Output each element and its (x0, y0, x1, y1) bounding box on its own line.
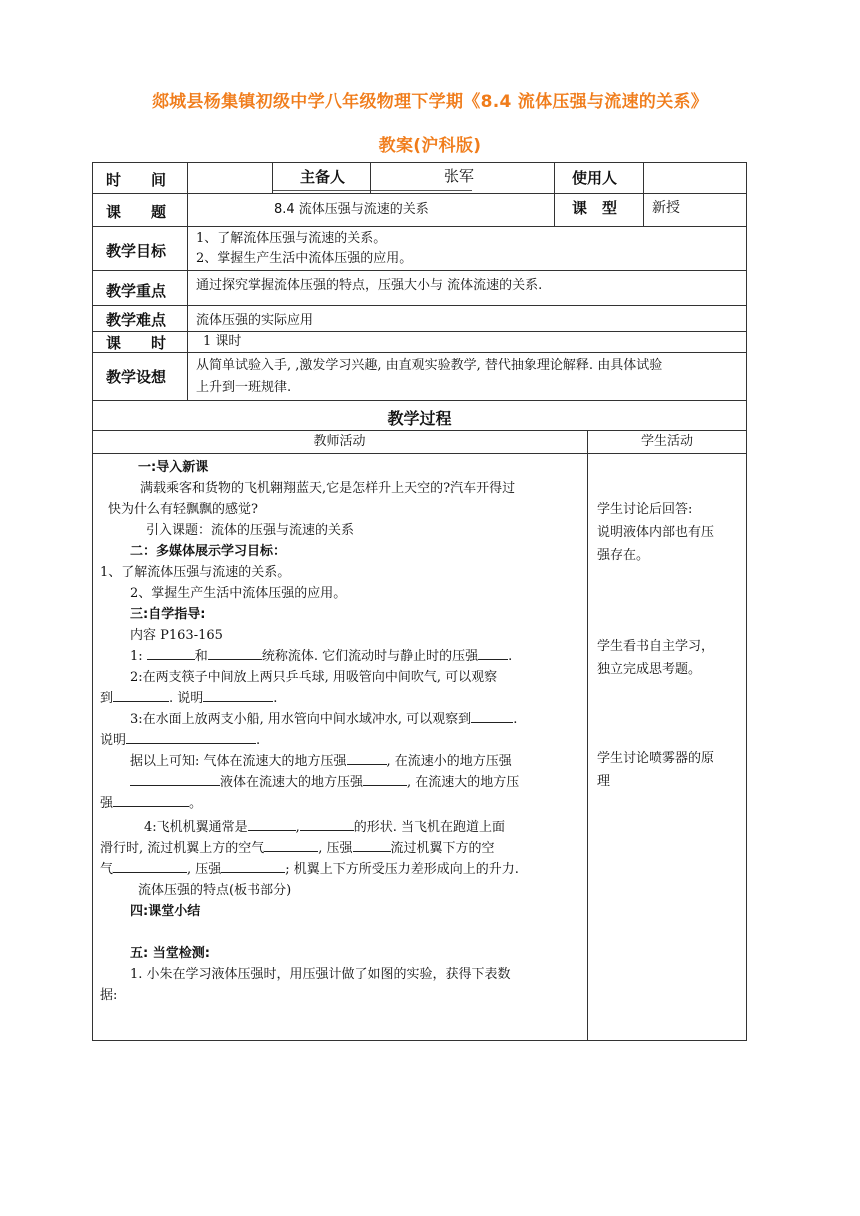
user-label: 使用人 (572, 169, 618, 187)
question-3b (100, 730, 580, 751)
s2-line-2: 2、掌握生产生活中流体压强的应用。 (130, 586, 347, 601)
row-rule (92, 226, 747, 227)
col-rule (370, 162, 371, 194)
question-4b (100, 772, 580, 793)
row-rule (92, 430, 747, 431)
s1-paragraph-2: 引入课题：流体的压强与流速的关系 (146, 523, 355, 538)
q1-text: . (508, 649, 513, 664)
time-label: 时 间 (106, 171, 167, 189)
student-note: 独立完成思考题。 (597, 662, 702, 677)
q1-text: 1: (130, 649, 143, 664)
row-rule (92, 270, 747, 271)
s2-line-1: 1、了解流体压强与流速的关系。 (100, 565, 291, 580)
student-note: 学生讨论喷雾器的原 (597, 751, 715, 766)
test-1a: 1. 小朱在学习液体压强时，用压强计做了如图的实验，获得下表数 (130, 967, 511, 982)
col-rule (587, 430, 588, 1041)
s1-paragraph-a: 满载乘客和货物的飞机翱翔蓝天,它是怎样升上天空的?汽车开得过 (140, 481, 516, 496)
s1-paragraph-b: 快为什么有轻飘飘的感觉? (108, 502, 258, 517)
goal-line-2: 2、掌握生产生活中流体压强的应用。 (196, 251, 413, 266)
student-note: 强存在。 (597, 548, 650, 563)
fill-blank[interactable] (347, 752, 387, 765)
hours-value: 1 课时 (203, 334, 242, 349)
fill-blank[interactable] (203, 689, 273, 702)
student-column-header: 学生活动 (640, 434, 693, 449)
q4-text: , 在流速大的地方压 (407, 775, 520, 790)
design-label: 教学设想 (106, 368, 167, 386)
type-value: 新授 (652, 200, 680, 216)
q3-text: . (256, 733, 261, 748)
goal-label: 教学目标 (106, 242, 167, 260)
preparer-value: 张军 (444, 167, 475, 185)
row-rule (92, 305, 747, 306)
question-3a (100, 709, 580, 730)
topic-label: 课 题 (106, 203, 167, 221)
row-rule (92, 400, 747, 401)
col-rule (272, 162, 273, 194)
fill-blank[interactable] (113, 794, 189, 807)
fill-blank[interactable] (478, 647, 508, 660)
difficult-value: 流体压强的实际应用 (196, 313, 314, 328)
student-note: 说明液体内部也有压 (597, 525, 715, 540)
row-rule (92, 453, 747, 454)
question-2b (100, 688, 580, 709)
q5-text: , 压强 (187, 862, 222, 877)
q4-text: 据以上可知: 气体在流速大的地方压强 (130, 754, 347, 769)
q3-text: . (513, 712, 518, 727)
fill-blank[interactable] (147, 647, 195, 660)
spacer (100, 922, 580, 943)
fill-blank[interactable] (113, 689, 169, 702)
fill-blank[interactable] (353, 839, 391, 852)
q5-text: , 压强 (318, 841, 353, 856)
student-activity-1 (597, 498, 742, 567)
question-5c (100, 859, 580, 880)
q2-text: 到 (100, 691, 114, 706)
design-line-2: 上升到一班规律. (196, 380, 292, 395)
document-title-line1: 郯城县杨集镇初级中学八年级物理下学期《8.4 流体压强与流速的关系》 (151, 92, 709, 112)
q5-text: , (295, 820, 300, 835)
topic-rule (272, 190, 472, 191)
document-title-line2: 教案(沪科版) (378, 136, 482, 156)
q4-text: 液体在流速大的地方压强 (220, 775, 364, 790)
student-activity-3 (597, 747, 742, 793)
key-label: 教学重点 (106, 282, 167, 300)
question-1 (100, 646, 580, 667)
q5-text: 流过机翼下方的空 (390, 841, 495, 856)
section-2-title: 二：多媒体展示学习目标： (130, 544, 287, 559)
q5-text: 气 (100, 862, 114, 877)
teacher-column-header: 教师活动 (313, 434, 366, 449)
key-value: 通过探究掌握流体压强的特点，压强大小与 流体流速的关系. (196, 278, 543, 293)
col-rule (187, 162, 188, 400)
col-rule (643, 162, 644, 226)
fill-blank[interactable] (264, 839, 318, 852)
goal-line-1: 1、了解流体压强与流速的关系。 (196, 231, 387, 246)
q4-text: 。 (189, 796, 203, 811)
q1-text: 和 (194, 649, 208, 664)
q5-text: 的形状. 当飞机在跑道上面 (353, 820, 506, 835)
section-4-title: 四:课堂小结 (130, 904, 201, 919)
teacher-activity (100, 457, 580, 1006)
type-label: 课 型 (572, 199, 618, 217)
row-rule (92, 352, 747, 353)
question-5a (100, 817, 580, 838)
question-4c (100, 793, 580, 814)
row-rule (92, 193, 747, 194)
student-note: 学生看书自主学习， (597, 639, 715, 654)
q3-text: 3:在水面上放两支小船, 用水管向中间水域冲水, 可以观察到 (130, 712, 472, 727)
fill-blank[interactable] (208, 647, 262, 660)
row-rule (92, 331, 747, 332)
fill-blank[interactable] (126, 731, 256, 744)
section-1-title: 一:导入新课 (138, 460, 209, 475)
student-note: 学生讨论后回答: (597, 502, 693, 517)
fill-blank[interactable] (471, 710, 513, 723)
q5-text: 4:飞机机翼通常是 (144, 820, 248, 835)
q1-text: 统称流体. 它们流动时与静止时的压强 (261, 649, 479, 664)
q4-text: , 在流速小的地方压强 (386, 754, 512, 769)
hours-label: 课 时 (106, 334, 167, 352)
student-activity-2 (597, 635, 742, 681)
col-rule (554, 162, 555, 226)
question-2a: 2:在两支筷子中间放上两只乒乓球, 用吸管向中间吹气, 可以观察 (130, 670, 498, 685)
process-heading: 教学过程 (387, 409, 452, 428)
fill-blank[interactable] (130, 773, 220, 786)
q5-text: 滑行时, 流过机翼上方的空气 (100, 841, 265, 856)
section-3-title: 三:自学指导: (130, 607, 206, 622)
fill-blank[interactable] (300, 818, 354, 831)
question-6: 流体压强的特点(板书部分) (138, 883, 292, 898)
q3-text: 说明 (100, 733, 127, 748)
q2-text: . (273, 691, 278, 706)
fill-blank[interactable] (363, 773, 407, 786)
section-5-title: 五: 当堂检测: (130, 946, 210, 961)
question-5b (100, 838, 580, 859)
s3-content: 内容 P163-165 (130, 628, 223, 643)
question-4a (100, 751, 580, 772)
test-1b: 据: (100, 988, 118, 1003)
fill-blank[interactable] (221, 860, 285, 873)
q4-text: 强 (100, 796, 114, 811)
q5-text: ; 机翼上下方所受压力差形成向上的升力. (285, 862, 519, 877)
q2-text: . 说明 (169, 691, 204, 706)
preparer-label: 主备人 (300, 168, 346, 186)
topic-value: 8.4 流体压强与流速的关系 (274, 202, 429, 217)
difficult-label: 教学难点 (106, 311, 167, 329)
fill-blank[interactable] (113, 860, 187, 873)
fill-blank[interactable] (248, 818, 296, 831)
student-note: 理 (597, 774, 611, 789)
design-line-1: 从简单试验入手, ,激发学习兴趣, 由直观实验教学, 替代抽象理论解释. 由具体试验 (196, 358, 663, 373)
